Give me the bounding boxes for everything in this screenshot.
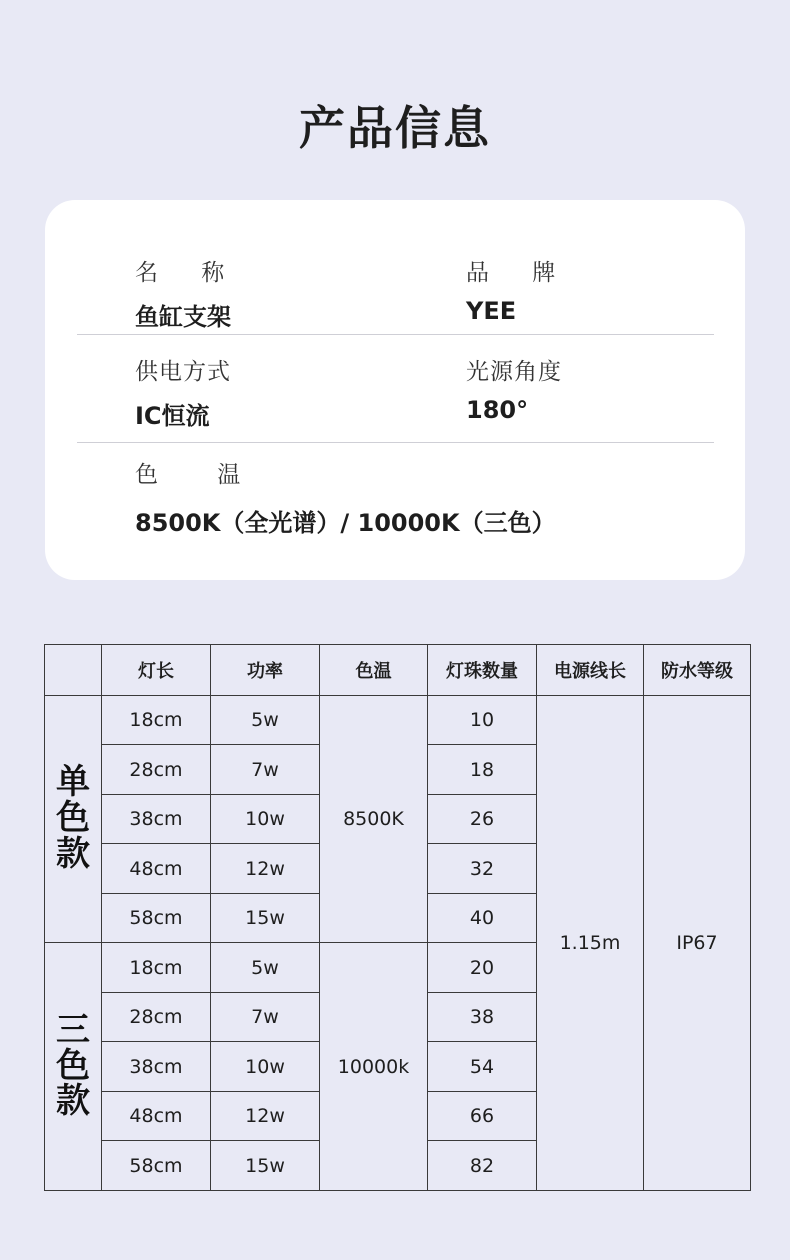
- beam-angle-field: [466, 353, 562, 424]
- length-cell: 38cm: [102, 795, 211, 844]
- power-cell: 10w: [211, 795, 320, 844]
- brand-label: 品 牌: [466, 260, 574, 286]
- beam-angle-label: 光源角度: [466, 359, 562, 385]
- beads-cell: 82: [428, 1141, 537, 1191]
- divider: [77, 334, 714, 335]
- header-length: 灯长: [102, 645, 211, 696]
- beads-cell: 66: [428, 1092, 537, 1141]
- power-supply-field: [135, 353, 231, 431]
- header-power: 功率: [211, 645, 320, 696]
- length-cell: 58cm: [102, 1141, 211, 1191]
- length-cell: 18cm: [102, 696, 211, 745]
- power-supply-value: IC恒流: [135, 402, 210, 430]
- length-cell: 28cm: [102, 993, 211, 1042]
- power-cell: 15w: [211, 1141, 320, 1191]
- group-label-single: 单 色 款: [45, 696, 102, 943]
- color-temp-label: 色 温: [135, 462, 267, 488]
- power-cell: 12w: [211, 844, 320, 894]
- power-supply-label: 供电方式: [135, 359, 231, 385]
- info-card: [45, 200, 745, 580]
- divider: [77, 442, 714, 443]
- beads-cell: 40: [428, 894, 537, 943]
- length-cell: 58cm: [102, 894, 211, 943]
- brand-value: YEE: [466, 297, 517, 325]
- beads-cell: 20: [428, 943, 537, 993]
- beads-cell: 18: [428, 745, 537, 795]
- header-bead-count: 灯珠数量: [428, 645, 537, 696]
- group-label-tricolor: 三 色 款: [45, 943, 102, 1191]
- name-label: 名 称: [135, 260, 243, 286]
- beads-cell: 32: [428, 844, 537, 894]
- length-cell: 18cm: [102, 943, 211, 993]
- color-temp-field: [135, 456, 556, 538]
- header-waterproof: 防水等级: [644, 645, 751, 696]
- name-field: [135, 254, 242, 332]
- brand-field: [466, 254, 573, 325]
- length-cell: 28cm: [102, 745, 211, 795]
- length-cell: 38cm: [102, 1042, 211, 1092]
- header-corner: [45, 645, 102, 696]
- power-cell: 7w: [211, 993, 320, 1042]
- power-cell: 12w: [211, 1092, 320, 1141]
- beads-cell: 10: [428, 696, 537, 745]
- table-row: [45, 696, 751, 745]
- header-color-temp: 色温: [320, 645, 428, 696]
- cable-length-cell: 1.15m: [537, 696, 644, 1191]
- beam-angle-value: 180°: [466, 396, 529, 424]
- spec-table: [44, 644, 751, 1191]
- beads-cell: 54: [428, 1042, 537, 1092]
- power-cell: 15w: [211, 894, 320, 943]
- power-cell: 5w: [211, 943, 320, 993]
- header-cable-length: 电源线长: [537, 645, 644, 696]
- color-temp-value: 8500K（全光谱）/ 10000K（三色）: [135, 509, 556, 537]
- length-cell: 48cm: [102, 844, 211, 894]
- power-cell: 5w: [211, 696, 320, 745]
- power-cell: 7w: [211, 745, 320, 795]
- beads-cell: 26: [428, 795, 537, 844]
- beads-cell: 38: [428, 993, 537, 1042]
- table-header-row: [45, 645, 751, 696]
- color-temp-cell: 8500K: [320, 696, 428, 943]
- page-title: 产品信息: [299, 101, 491, 155]
- color-temp-cell: 10000k: [320, 943, 428, 1191]
- name-value: 鱼缸支架: [135, 303, 231, 331]
- waterproof-cell: IP67: [644, 696, 751, 1191]
- length-cell: 48cm: [102, 1092, 211, 1141]
- power-cell: 10w: [211, 1042, 320, 1092]
